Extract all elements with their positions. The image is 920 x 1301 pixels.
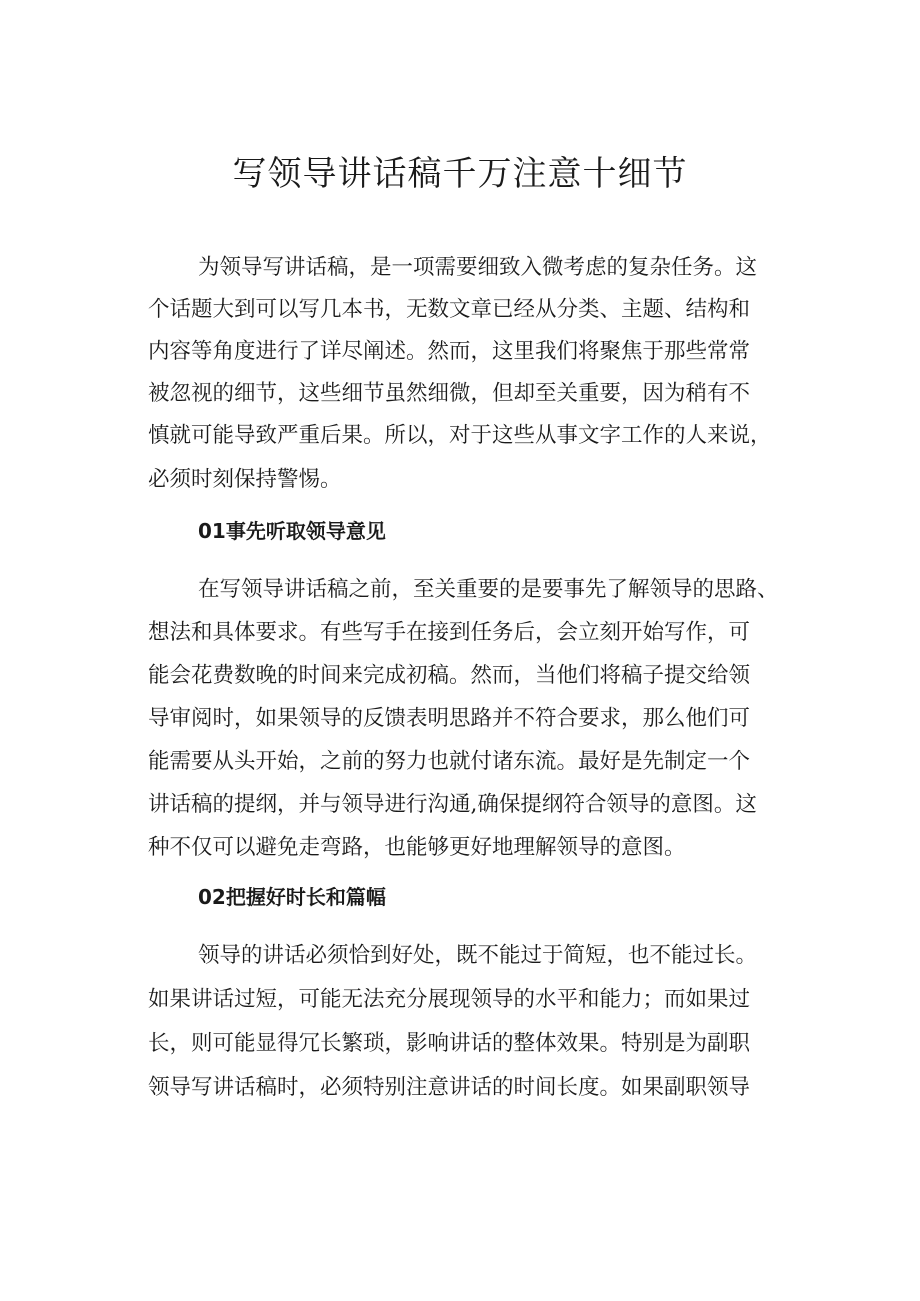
paragraph-line: 为领导写讲话稿，是一项需要细致入微考虑的复杂任务。这 — [198, 255, 758, 280]
section-heading-2: 02把握好时长和篇幅 — [198, 885, 386, 909]
paragraph-line: 必须时刻保持警惕。 — [148, 467, 342, 492]
paragraph-line: 长，则可能显得冗长繁琐，影响讲话的整体效果。特别是为副职 — [148, 1031, 751, 1056]
paragraph-line: 在写领导讲话稿之前，至关重要的是要事先了解领导的思路、 — [198, 577, 779, 602]
paragraph-line: 导审阅时，如果领导的反馈表明思路并不符合要求，那么他们可 — [148, 706, 751, 731]
document-title: 写领导讲话稿千万注意十细节 — [232, 154, 688, 194]
paragraph-line: 内容等角度进行了详尽阐述。然而，这里我们将聚焦于那些常常 — [148, 339, 751, 364]
paragraph-line: 慎就可能导致严重后果。所以，对于这些从事文字工作的人来说， — [148, 423, 772, 448]
paragraph-line: 领导的讲话必须恰到好处，既不能过于简短，也不能过长。 — [198, 943, 758, 968]
paragraph-line: 领导写讲话稿时，必须特别注意讲话的时间长度。如果副职领导 — [148, 1075, 751, 1100]
paragraph-line: 能会花费数晚的时间来完成初稿。然而，当他们将稿子提交给领 — [148, 663, 751, 688]
paragraph-line: 如果讲话过短，可能无法充分展现领导的水平和能力；而如果过 — [148, 987, 751, 1012]
paragraph-line: 能需要从头开始，之前的努力也就付诸东流。最好是先制定一个 — [148, 749, 751, 774]
paragraph-line: 讲话稿的提纲，并与领导进行沟通,确保提纲符合领导的意图。这 — [148, 792, 757, 817]
paragraph-line: 被忽视的细节，这些细节虽然细微，但却至关重要，因为稍有不 — [148, 381, 751, 406]
paragraph-line: 想法和具体要求。有些写手在接到任务后，会立刻开始写作，可 — [148, 620, 751, 645]
paragraph-line: 种不仅可以避免走弯路，也能够更好地理解领导的意图。 — [148, 835, 686, 860]
paragraph-line: 个话题大到可以写几本书，无数文章已经从分类、主题、结构和 — [148, 297, 751, 322]
section-heading-1: 01事先听取领导意见 — [198, 519, 386, 543]
